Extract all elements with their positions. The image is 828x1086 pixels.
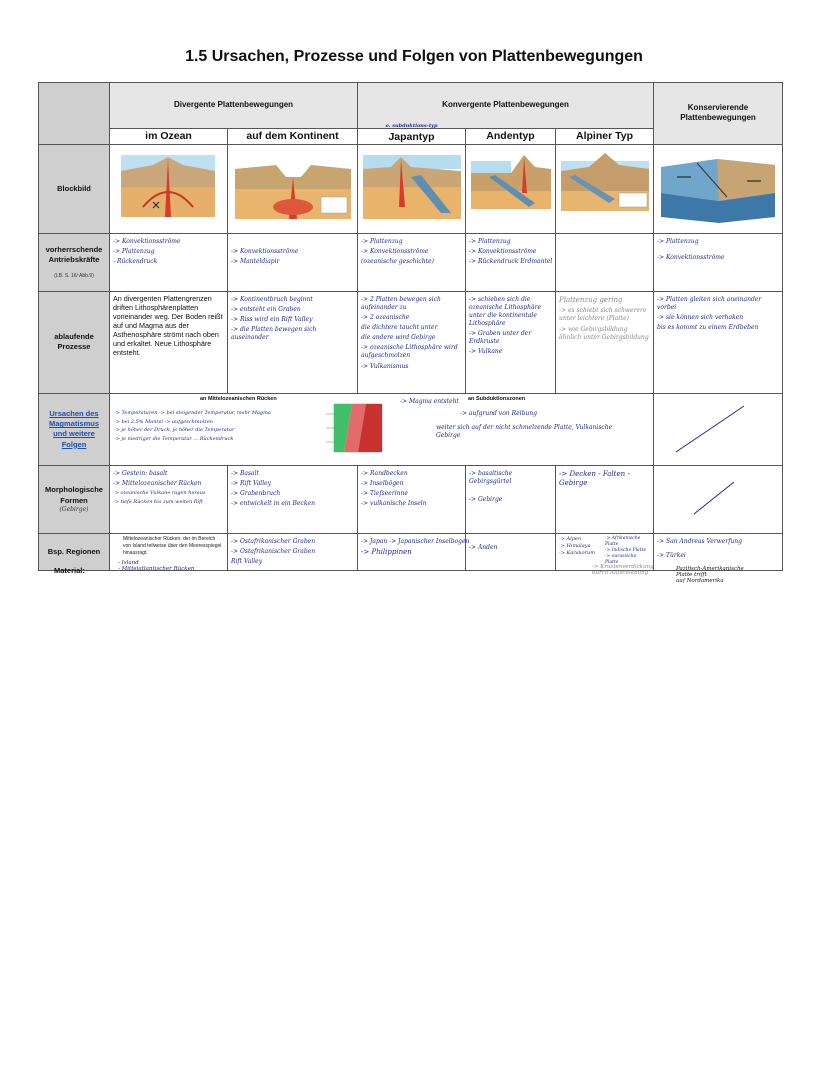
kons-bottom-note — [676, 566, 744, 584]
alpin-bottom-note — [592, 564, 654, 576]
formen-alpin — [556, 466, 654, 534]
mid-ocean-ridge-diagram — [113, 147, 223, 225]
formen-kontinent-line-1: -> Basalt — [231, 470, 259, 478]
prozesse-kontinent-line-3: -> Riss wird ein Rift Valley — [231, 316, 313, 324]
formen-kontinent-line-4: -> entwickelt in ein Becken — [231, 500, 315, 508]
magmatismus-konservierend — [654, 393, 783, 465]
blockbild-ozean — [110, 144, 228, 233]
formen-note: (Gebirge) — [59, 505, 89, 513]
regionen-alpin-note-2: -> Indische Platte — [605, 548, 646, 554]
subheader-anden: Andentyp — [466, 129, 556, 145]
magmatismus-left-line-4: -> je niedriger die Temperatur ... Rückendruck — [114, 436, 234, 443]
row-label-antrieb — [39, 233, 110, 291]
antrieb-japan — [358, 233, 466, 291]
prozesse-japan-line-6: -> Vulkanismus — [361, 362, 409, 370]
no-magmatism-slash — [654, 394, 783, 462]
prozesse-alpin-line-1: Plattenzug gering — [559, 295, 623, 304]
formen-anden — [466, 466, 556, 534]
formen-ozean-line-3: -> ozeanische Vulkane ragen heraus — [113, 490, 206, 497]
regionen-japan-line-2: -> Philippinen — [361, 548, 412, 557]
kons-bottom-note-2: Platte trifft — [676, 572, 707, 578]
prozesse-anden — [466, 291, 556, 393]
blockbild-konservierend — [654, 144, 783, 233]
japan-note: o. subduktions-typ — [385, 123, 438, 129]
prozesse-konservierend — [654, 291, 783, 393]
antrieb-ozean-line-3: - Rückendruck — [113, 258, 158, 266]
regionen-japan-line-1: -> Japan -> Japanischer Inselbogen — [361, 538, 470, 546]
formen-kontinent-line-3: -> Grabenbruch — [231, 490, 281, 498]
andean-subduction-diagram — [469, 147, 553, 225]
prozesse-kontinent-line-4: -> die Platten bewegen sich auseinander — [231, 326, 317, 342]
regionen-kontinent-line-2: -> Ostafrikanischer Graben — [231, 548, 316, 556]
formen-anden-line-2: -> Gebirge — [469, 496, 503, 504]
no-formen-slash — [654, 466, 783, 530]
row-label-regionen: Bsp. Regionen — [39, 534, 110, 571]
magmatismus-left-line-2: -> bei 2.5% Mantel -> aufgeschmolzen — [114, 418, 214, 425]
prozesse-japan-line-1: -> 2 Platten bewegen sich aufeinander zu — [361, 295, 441, 312]
prozesse-anden-line-1: -> schieben sich die ozeanische Lithosphäre unter die kontinentale Lithosphäre — [469, 295, 542, 328]
antrieb-anden — [466, 233, 556, 291]
formen-japan-line-1: -> Randbecken — [361, 470, 408, 478]
blockbild-anden — [466, 144, 556, 233]
blockbild-alpin — [556, 144, 654, 233]
formen-alpin-line-1: -> Decken - Falten - Gebirge — [559, 470, 630, 488]
antrieb-kontinent-line-1: -> Konvektionsströme — [231, 247, 299, 255]
corner-cell — [39, 83, 110, 145]
magmatismus-link[interactable]: Ursachen des Magmatismus und weitere Folgen — [48, 409, 99, 449]
prozesse-anden-line-2: -> Graben unter der Erdkruste — [469, 330, 532, 346]
prozesse-kons-line-1: -> Platten gleiten sich aneinander vorbei — [657, 295, 762, 312]
blockbild-kontinent — [228, 144, 358, 233]
magmatismus-content — [110, 393, 654, 465]
regionen-alpin-note-3: -> eurasische Platte — [605, 554, 637, 566]
prozesse-kontinent — [228, 291, 358, 393]
melting-graph — [322, 400, 384, 456]
regionen-kontinent-line-3: Rift Valley — [231, 558, 263, 566]
formen-kontinent-line-2: -> Rift Valley — [231, 480, 272, 488]
prozesse-japan — [358, 291, 466, 393]
regionen-alpin-line-2: -> Himalaya — [559, 542, 591, 549]
comparison-table — [38, 82, 783, 571]
row-label-magmatismus — [39, 393, 110, 465]
material-label: Material: — [54, 566, 85, 575]
formen-konservierend — [654, 466, 783, 534]
antrieb-konservierend — [654, 233, 783, 291]
formen-anden-line-1: -> basaltische Gebirgsgürtel — [469, 470, 513, 486]
antrieb-anden-line-3: -> Rückendruck Erdmantel — [469, 258, 553, 266]
header-divergent: Divergente Plattenbewegungen — [110, 83, 358, 129]
magmatismus-mid-1: -> Magma entsteht — [400, 397, 459, 405]
prozesse-kontinent-line-2: -> entsteht ein Graben — [231, 306, 301, 314]
magmatismus-left-block — [114, 408, 314, 445]
kons-bottom-note-1: Pazifisch-Amerikanische — [676, 566, 744, 572]
regionen-kons-line-2: -> Türkei — [657, 552, 686, 560]
antrieb-ozean — [110, 233, 228, 291]
kons-bottom-note-3: auf Nordamerika — [676, 578, 724, 584]
subheader-japan-label: Japantyp — [388, 130, 435, 143]
antrieb-japan-line-1: -> Plattenzug — [361, 237, 403, 245]
regionen-kontinent — [228, 534, 358, 571]
prozesse-ozean-text: An divergenten Plattengrenzen driften Lithosphärenplatten voneinander weg. Der Boden reißt auf und Magma aus der Asthenosphäre strömt nach oben und erkaltet. Neue Lithosphäre entsteht. — [113, 293, 223, 357]
prozesse-kons-line-2: -> sie können sich verhaken — [657, 314, 744, 322]
island-arc-diagram — [361, 147, 463, 225]
alpin-bottom-note-1: -> Krustenverdickung — [592, 564, 654, 570]
subheader-kontinent: auf dem Kontinent — [228, 129, 358, 145]
regionen-kons-line-1: -> San Andreas Verwerfung — [657, 538, 743, 546]
antrieb-japan-line-2: -> Konvektionsströme — [361, 248, 429, 256]
antrieb-anden-line-1: -> Plattenzug — [469, 237, 511, 245]
formen-ozean — [110, 466, 228, 534]
regionen-ozean-hand — [118, 560, 194, 572]
continental-rift-diagram — [231, 147, 355, 225]
antrieb-kontinent — [228, 233, 358, 291]
formen-japan-line-2: -> Inselbögen — [361, 480, 404, 488]
regionen-ozean-hand-1: - Island — [118, 560, 139, 566]
header-konservierend: Konservierende Plattenbewegungen — [654, 83, 783, 145]
regionen-anden-line-1: -> Anden — [469, 544, 498, 552]
prozesse-kons-line-3: bis es kommt zu einem Erdbeben — [657, 324, 759, 332]
magmatismus-left-line-3: -> je höher der Druck, je höher die Temperatur — [114, 427, 235, 434]
regionen-ozean-hand-2: - Mittelatlantischer Rücken — [118, 566, 195, 572]
prozesse-alpin-line-2: -> es schiebt sich schwerere unter leichtere (Platte) — [559, 307, 647, 323]
header-konvergent: Konvergente Plattenbewegungen — [358, 83, 654, 129]
row-label-blockbild: Blockbild — [39, 144, 110, 233]
blockbild-japan — [358, 144, 466, 233]
regionen-kontinent-line-1: -> Ostafrikanischer Graben — [231, 538, 316, 546]
antrieb-alpin — [556, 233, 654, 291]
formen-ozean-line-1: -> Gestein: basalt — [113, 470, 168, 478]
regionen-alpin-line-3: -> Karakorum — [559, 549, 595, 556]
prozesse-alpin-line-3: -> wie Gebirgsbildung ähnlich unter Gebirgsbildung — [559, 325, 649, 341]
subheader-japan — [358, 123, 466, 145]
transform-fault-diagram — [657, 147, 779, 227]
antrieb-reference: (LB. S. 16/ Abb.9) — [54, 273, 94, 280]
regionen-alpin-line-1: -> Alpen — [559, 536, 582, 543]
prozesse-ozean — [110, 291, 228, 393]
antrieb-ozean-line-2: -> Plattenzug — [113, 248, 155, 256]
prozesse-japan-line-3: die dichtere taucht unter — [361, 324, 438, 332]
subheader-alpin: Alpiner Typ — [556, 129, 654, 145]
prozesse-anden-line-3: -> Vulkane — [469, 348, 503, 356]
regionen-japan — [358, 534, 470, 571]
formen-ozean-line-4: -> tiefe Rücken bis zum weiten Rift — [113, 498, 203, 505]
prozesse-japan-line-5: -> ozeanische Lithosphäre wird aufgeschmolzen — [361, 344, 458, 360]
formen-ozean-line-2: -> Mittelozeanischer Rücken — [113, 480, 202, 488]
antrieb-label: vorherrschende Antriebskräfte — [45, 244, 103, 265]
row-label-formen — [39, 466, 110, 534]
alpine-collision-diagram — [559, 147, 651, 225]
alpin-bottom-note-2: durch Aufschiebung — [592, 570, 649, 576]
formen-japan-line-3: -> Tiefseerinne — [361, 490, 408, 498]
formen-kontinent — [228, 466, 358, 534]
regionen-anden — [466, 534, 556, 571]
antrieb-kons-line-2: -> Konvektionsströme — [657, 254, 725, 262]
formen-label: Morphologische Formen — [45, 485, 103, 505]
antrieb-kons-line-1: -> Plattenzug — [657, 237, 699, 245]
magmatismus-mid-2: -> aufgrund von Reibung — [460, 409, 537, 417]
row-label-prozesse: ablaufende Prozesse — [39, 291, 110, 393]
prozesse-japan-line-2: -> 2 ozeanische — [361, 314, 410, 322]
prozesse-kontinent-line-1: -> Kontinentbruch beginnt — [231, 295, 313, 303]
antrieb-anden-line-2: -> Konvektionsströme — [469, 248, 537, 256]
magmatismus-left-head: an Mittelozeanischen Rücken — [200, 395, 277, 402]
page-title: 1.5 Ursachen, Prozesse und Folgen von Plattenbewegungen — [185, 48, 643, 65]
formen-japan-line-4: -> vulkanische Inseln — [361, 500, 427, 508]
antrieb-japan-line-3: (ozeanische geschichte) — [361, 258, 434, 266]
subheader-ozean: im Ozean — [110, 129, 228, 145]
magmatismus-right-head: an Subduktionszonen — [468, 395, 526, 402]
magmatismus-mid-3: weiter sich auf der nicht schmelzende Platte, Vulkanische Gebirge — [436, 423, 613, 440]
antrieb-kontinent-line-2: -> Manteldiapir — [231, 258, 280, 266]
formen-japan — [358, 466, 466, 534]
prozesse-japan-line-4: die andere wird Gebirge — [361, 334, 436, 342]
antrieb-ozean-line-1: -> Konvektionsströme — [113, 237, 181, 245]
regionen-alpin-note-1: -> Afrikanische Platte — [605, 536, 641, 548]
magmatismus-left-line-1: -> Temperaturen -> bei steigender Temperatur, mehr Magma — [114, 409, 271, 416]
prozesse-alpin — [556, 291, 654, 393]
regionen-ozean-text: Mittelozeanischer Rücken, der im Bereich von Island teilweise über den Meeresspiegel hinausragt. — [123, 536, 222, 556]
